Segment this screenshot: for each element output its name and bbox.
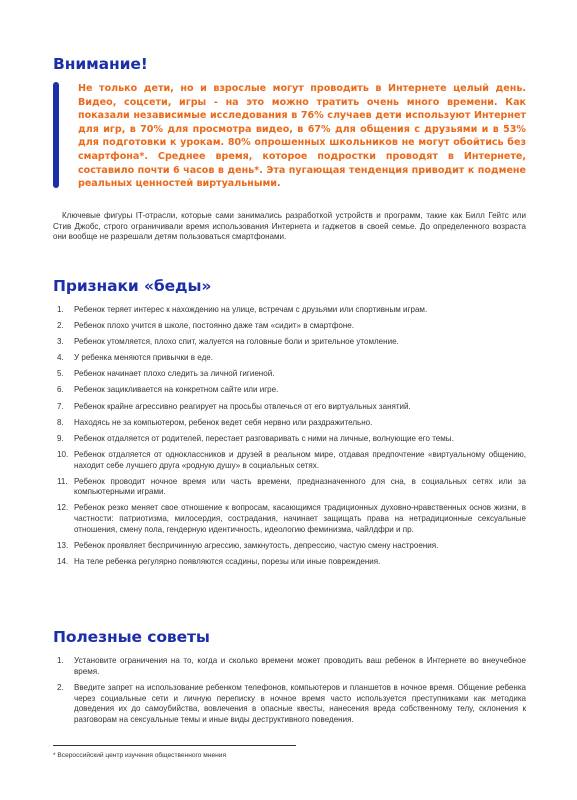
tips-heading: Полезные советы xyxy=(53,628,210,646)
list-item-number: 13. xyxy=(57,540,69,550)
footnote-divider xyxy=(53,745,296,746)
list-item-text: У ребенка меняются привычки в еде. xyxy=(74,353,213,363)
list-item xyxy=(53,557,526,568)
list-item-number: 12. xyxy=(57,503,69,513)
list-item-text: Находясь не за компьютером, ребенок ведет себя нервно или раздражительно. xyxy=(74,417,373,427)
list-item-text: Ребенок отдаляется от родителей, перестает разговаривать с ними на личные, волнующие его темы. xyxy=(74,433,454,443)
list-item xyxy=(53,305,526,316)
list-item xyxy=(53,321,526,332)
list-item-number: 1. xyxy=(57,305,64,314)
list-item-number: 9. xyxy=(57,433,64,443)
list-item xyxy=(53,477,526,498)
list-item-number: 11. xyxy=(57,476,68,486)
list-item xyxy=(53,369,526,380)
list-item-text: Ребенок отдаляется от одноклассников и друзей в реальном мире, отдавая предпочтение «виртуальному общению, находит себе лучшего друга «родную душу» в социальных сетях. xyxy=(74,449,526,470)
list-item-text: Ребенок зацикливается на конкретном сайте или игре. xyxy=(74,385,279,395)
list-item-number: 2. xyxy=(57,683,64,692)
list-item xyxy=(53,541,526,552)
list-item-text: Ребенок теряет интерес к нахождению на улице, встречам с друзьями или спортивным играм. xyxy=(74,305,428,314)
list-item-text: Ребенок плохо учится в школе, постоянно даже там «сидит» в смартфоне. xyxy=(74,321,355,331)
list-item-number: 10. xyxy=(57,449,69,459)
list-item xyxy=(53,418,526,429)
list-item-number: 3. xyxy=(57,337,64,347)
list-item xyxy=(53,656,526,677)
signs-heading: Признаки «беды» xyxy=(53,277,212,295)
footnote: * Всероссийский центр изучения общественного мнения xyxy=(53,752,227,759)
list-item-text: Ребенок резко меняет свое отношение к вопросам, касающимся традиционных духовно-нравственных основ жизни, в частности: патриотизма, милосердия, сострадания, начинает защищать права на нетрадиционные сексуальные отношения, смену пола, гендерную идентичность, идеологию феминизма, чайлдфри и пр. xyxy=(74,503,526,534)
list-item-text: Ребенок проявляет беспричинную агрессию, замкнутость, депрессию, частую смену настроения. xyxy=(74,540,439,550)
list-item-number: 14. xyxy=(57,557,69,567)
list-item-text: Введите запрет на использование ребенком телефонов, компьютеров и планшетов в ночное время. Общение ребенка через социальные сети и личную переписку в ночное время часто используется преступниками как методика доведения их до самоубийства, вовлечения в опасные квесты, нанесения вреда собственному телу, склонения к разговорам на сексуальные темы и иные виды деструктивного поведения. xyxy=(74,683,526,725)
callout-text: Не только дети, но и взрослые могут проводить в Интернете целый день. Видео, соцсети, игры - на это можно тратить очень много времени. Как показали независимые исследования в 76% случаев дети используют Интернет для игр, в 70% для просмотра видео, в 67% для общения с друзьями и в 53% для подготовки к урокам. 80% опрошенных школьников не могут обойтись без смартфона*. Среднее время, которое подростки проводят в Интернете, составило почти 6 часов в день*. Эта пугающая тенденция приводит к подмене реальных ценностей виртуальными. xyxy=(78,83,526,190)
list-item-number: 7. xyxy=(57,401,64,411)
list-item xyxy=(53,337,526,348)
list-item-text: Ребенок утомляется, плохо спит, жалуется на головные боли и зрительное утомление. xyxy=(74,337,399,347)
list-item-number: 1. xyxy=(57,656,64,665)
list-item-text: Установите ограничения на то, когда и сколько времени может проводить ваш ребенок в Интернете во внеучебное время. xyxy=(74,656,526,676)
list-item-text: Ребенок проводит ночное время или часть времени, предназначенного для сна, в социальных сетях или за компьютерными играми. xyxy=(74,476,526,497)
callout-accent-bar xyxy=(53,82,59,188)
list-item-number: 2. xyxy=(57,321,64,331)
list-item-number: 5. xyxy=(57,369,64,379)
list-item-text: Ребенок начинает плохо следить за личной гигиеной. xyxy=(74,369,275,379)
list-item-number: 6. xyxy=(57,385,64,395)
list-item-text: На теле ребенка регулярно появляются ссадины, порезы или иные повреждения. xyxy=(74,557,381,567)
list-item-number: 8. xyxy=(57,417,64,427)
list-item xyxy=(53,434,526,445)
list-item xyxy=(53,385,526,396)
signs-list xyxy=(53,305,526,573)
tips-list xyxy=(53,656,526,731)
intro-paragraph: Ключевые фигуры IT-отрасли, которые сами занимались разработкой устройств и программ, такие как Билл Гейтс или Стив Джобс, строго ограничивали время использования Интернета и гаджетов в своей семье. До определенного возраста они вообще не разрешали детям пользоваться смартфонами. xyxy=(53,211,526,242)
list-item xyxy=(53,353,526,364)
attention-heading: Внимание! xyxy=(53,55,148,73)
list-item-number: 4. xyxy=(57,353,64,363)
warning-callout xyxy=(53,82,526,192)
list-item xyxy=(53,402,526,413)
list-item-text: Ребенок крайне агрессивно реагирует на просьбы отвлечься от его виртуальных занятий. xyxy=(74,401,411,411)
list-item xyxy=(53,503,526,535)
list-item xyxy=(53,450,526,471)
list-item xyxy=(53,683,526,726)
